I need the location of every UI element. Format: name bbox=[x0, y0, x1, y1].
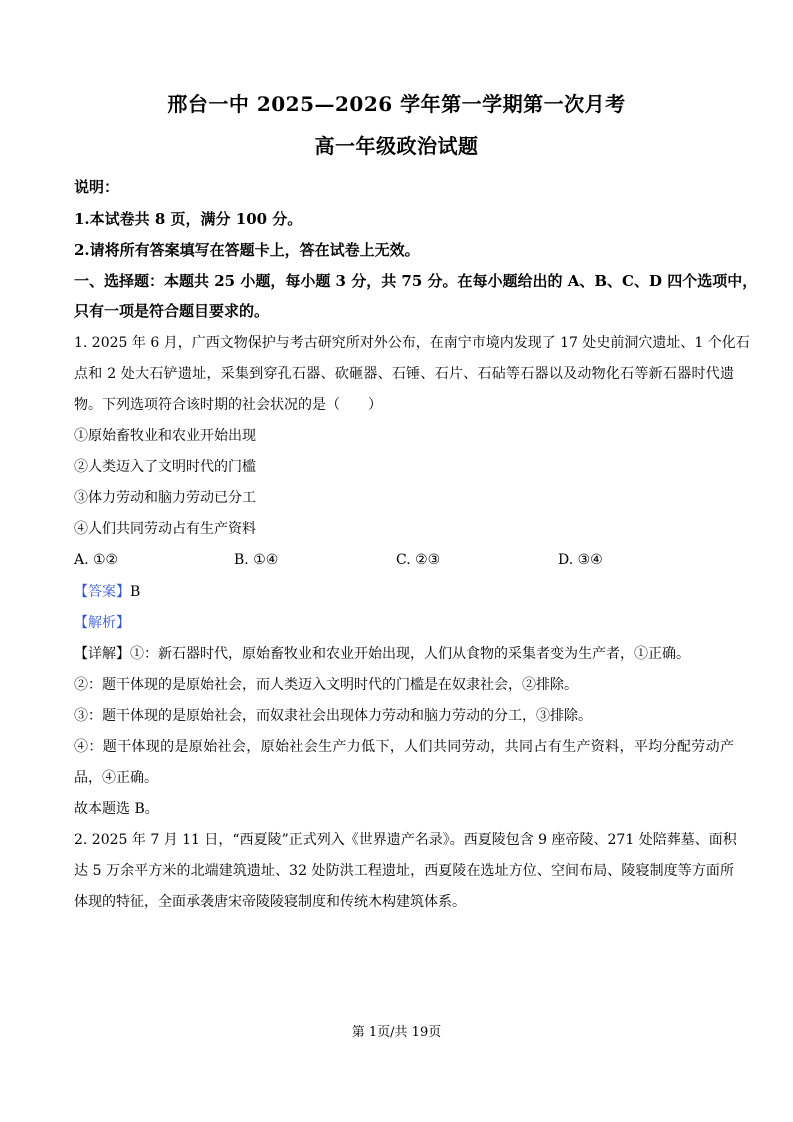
page-footer: 第 1页/共 19页 bbox=[351, 1025, 442, 1040]
q1-detail-line2: ②：题干体现的是原始社会，而人类迈入文明时代的门槛是在奴隶社会，②排除。 bbox=[74, 677, 578, 693]
q1-detail-line3: ③：题干体现的是原始社会，而奴隶社会出现体力劳动和脑力劳动的分工，③排除。 bbox=[74, 708, 592, 724]
answer-tag: 【答案】 bbox=[74, 584, 130, 600]
detail-tag: 【详解】 bbox=[74, 646, 130, 662]
q1-statement-1: ①原始畜牧业和农业开始出现 bbox=[74, 428, 256, 444]
q1-option-d: D. ③④ bbox=[558, 552, 603, 568]
section1-heading-line2: 只有一项是符合题目要求的。 bbox=[74, 302, 270, 320]
instructions-heading: 说明： bbox=[74, 178, 120, 196]
q1-statement-3: ③体力劳动和脑力劳动已分工 bbox=[74, 490, 256, 506]
q1-stem-line3: 物。下列选项符合该时期的社会状况的是（ ） bbox=[74, 397, 382, 413]
q1-option-c: C. ②③ bbox=[396, 552, 441, 568]
exam-title: 邢台一中 2025—2026 学年第一学期第一次月考 bbox=[167, 92, 626, 116]
q1-option-a: A. ①② bbox=[74, 552, 119, 568]
instruction-item-1: 1.本试卷共 8 页，满分 100 分。 bbox=[74, 210, 303, 228]
q1-statement-2: ②人类迈入了文明时代的门槛 bbox=[74, 459, 256, 475]
q1-stem-line1: 1. 2025 年 6 月，广西文物保护与考古研究所对外公布，在南宁市境内发现了 17 处史前洞穴遗址、1 个化石 bbox=[74, 335, 750, 351]
q1-detail-line1 bbox=[74, 645, 734, 663]
answer-value: B bbox=[130, 584, 141, 600]
exam-subtitle: 高一年级政治试题 bbox=[314, 134, 479, 158]
q1-option-b: B. ①④ bbox=[234, 552, 279, 568]
q2-stem-line1: 2. 2025 年 7 月 11 日，“西夏陵”正式列入《世界遗产名录》。西夏陵包含 9 座帝陵、271 处陪葬墓、面积 bbox=[74, 832, 737, 848]
q1-answer-row bbox=[74, 583, 734, 601]
q1-conclusion: 故本题选 B。 bbox=[74, 801, 159, 817]
q1-analysis-row bbox=[74, 614, 734, 632]
q1-detail-line4: ④：题干体现的是原始社会，原始社会生产力低下，人们共同劳动，共同占有生产资料，平均分配劳动产 bbox=[74, 739, 734, 755]
q1-statement-4: ④人们共同劳动占有生产资料 bbox=[74, 521, 256, 537]
q1-detail-line5: 品，④正确。 bbox=[74, 770, 158, 786]
q1-stem-line2: 点和 2 处大石铲遗址，采集到穿孔石器、砍砸器、石锤、石片、石砧等石器以及动物化石等新石器时代遗 bbox=[74, 366, 734, 382]
detail-text-1: ①：新石器时代，原始畜牧业和农业开始出现，人们从食物的采集者变为生产者，①正确。 bbox=[130, 646, 690, 662]
section1-heading-line1: 一、选择题：本题共 25 小题，每小题 3 分，共 75 分。在每小题给出的 A、B、C、D 四个选项中， bbox=[74, 272, 758, 290]
analysis-tag: 【解析】 bbox=[74, 615, 130, 631]
q2-stem-line3: 体现的特征，全面承袭唐宋帝陵陵寝制度和传统木构建筑体系。 bbox=[74, 894, 466, 910]
q2-stem-line2: 达 5 万余平方米的北端建筑遗址、32 处防洪工程遗址，西夏陵在选址方位、空间布局、陵寝制度等方面所 bbox=[74, 863, 734, 879]
instruction-item-2: 2.请将所有答案填写在答题卡上，答在试卷上无效。 bbox=[74, 241, 420, 259]
